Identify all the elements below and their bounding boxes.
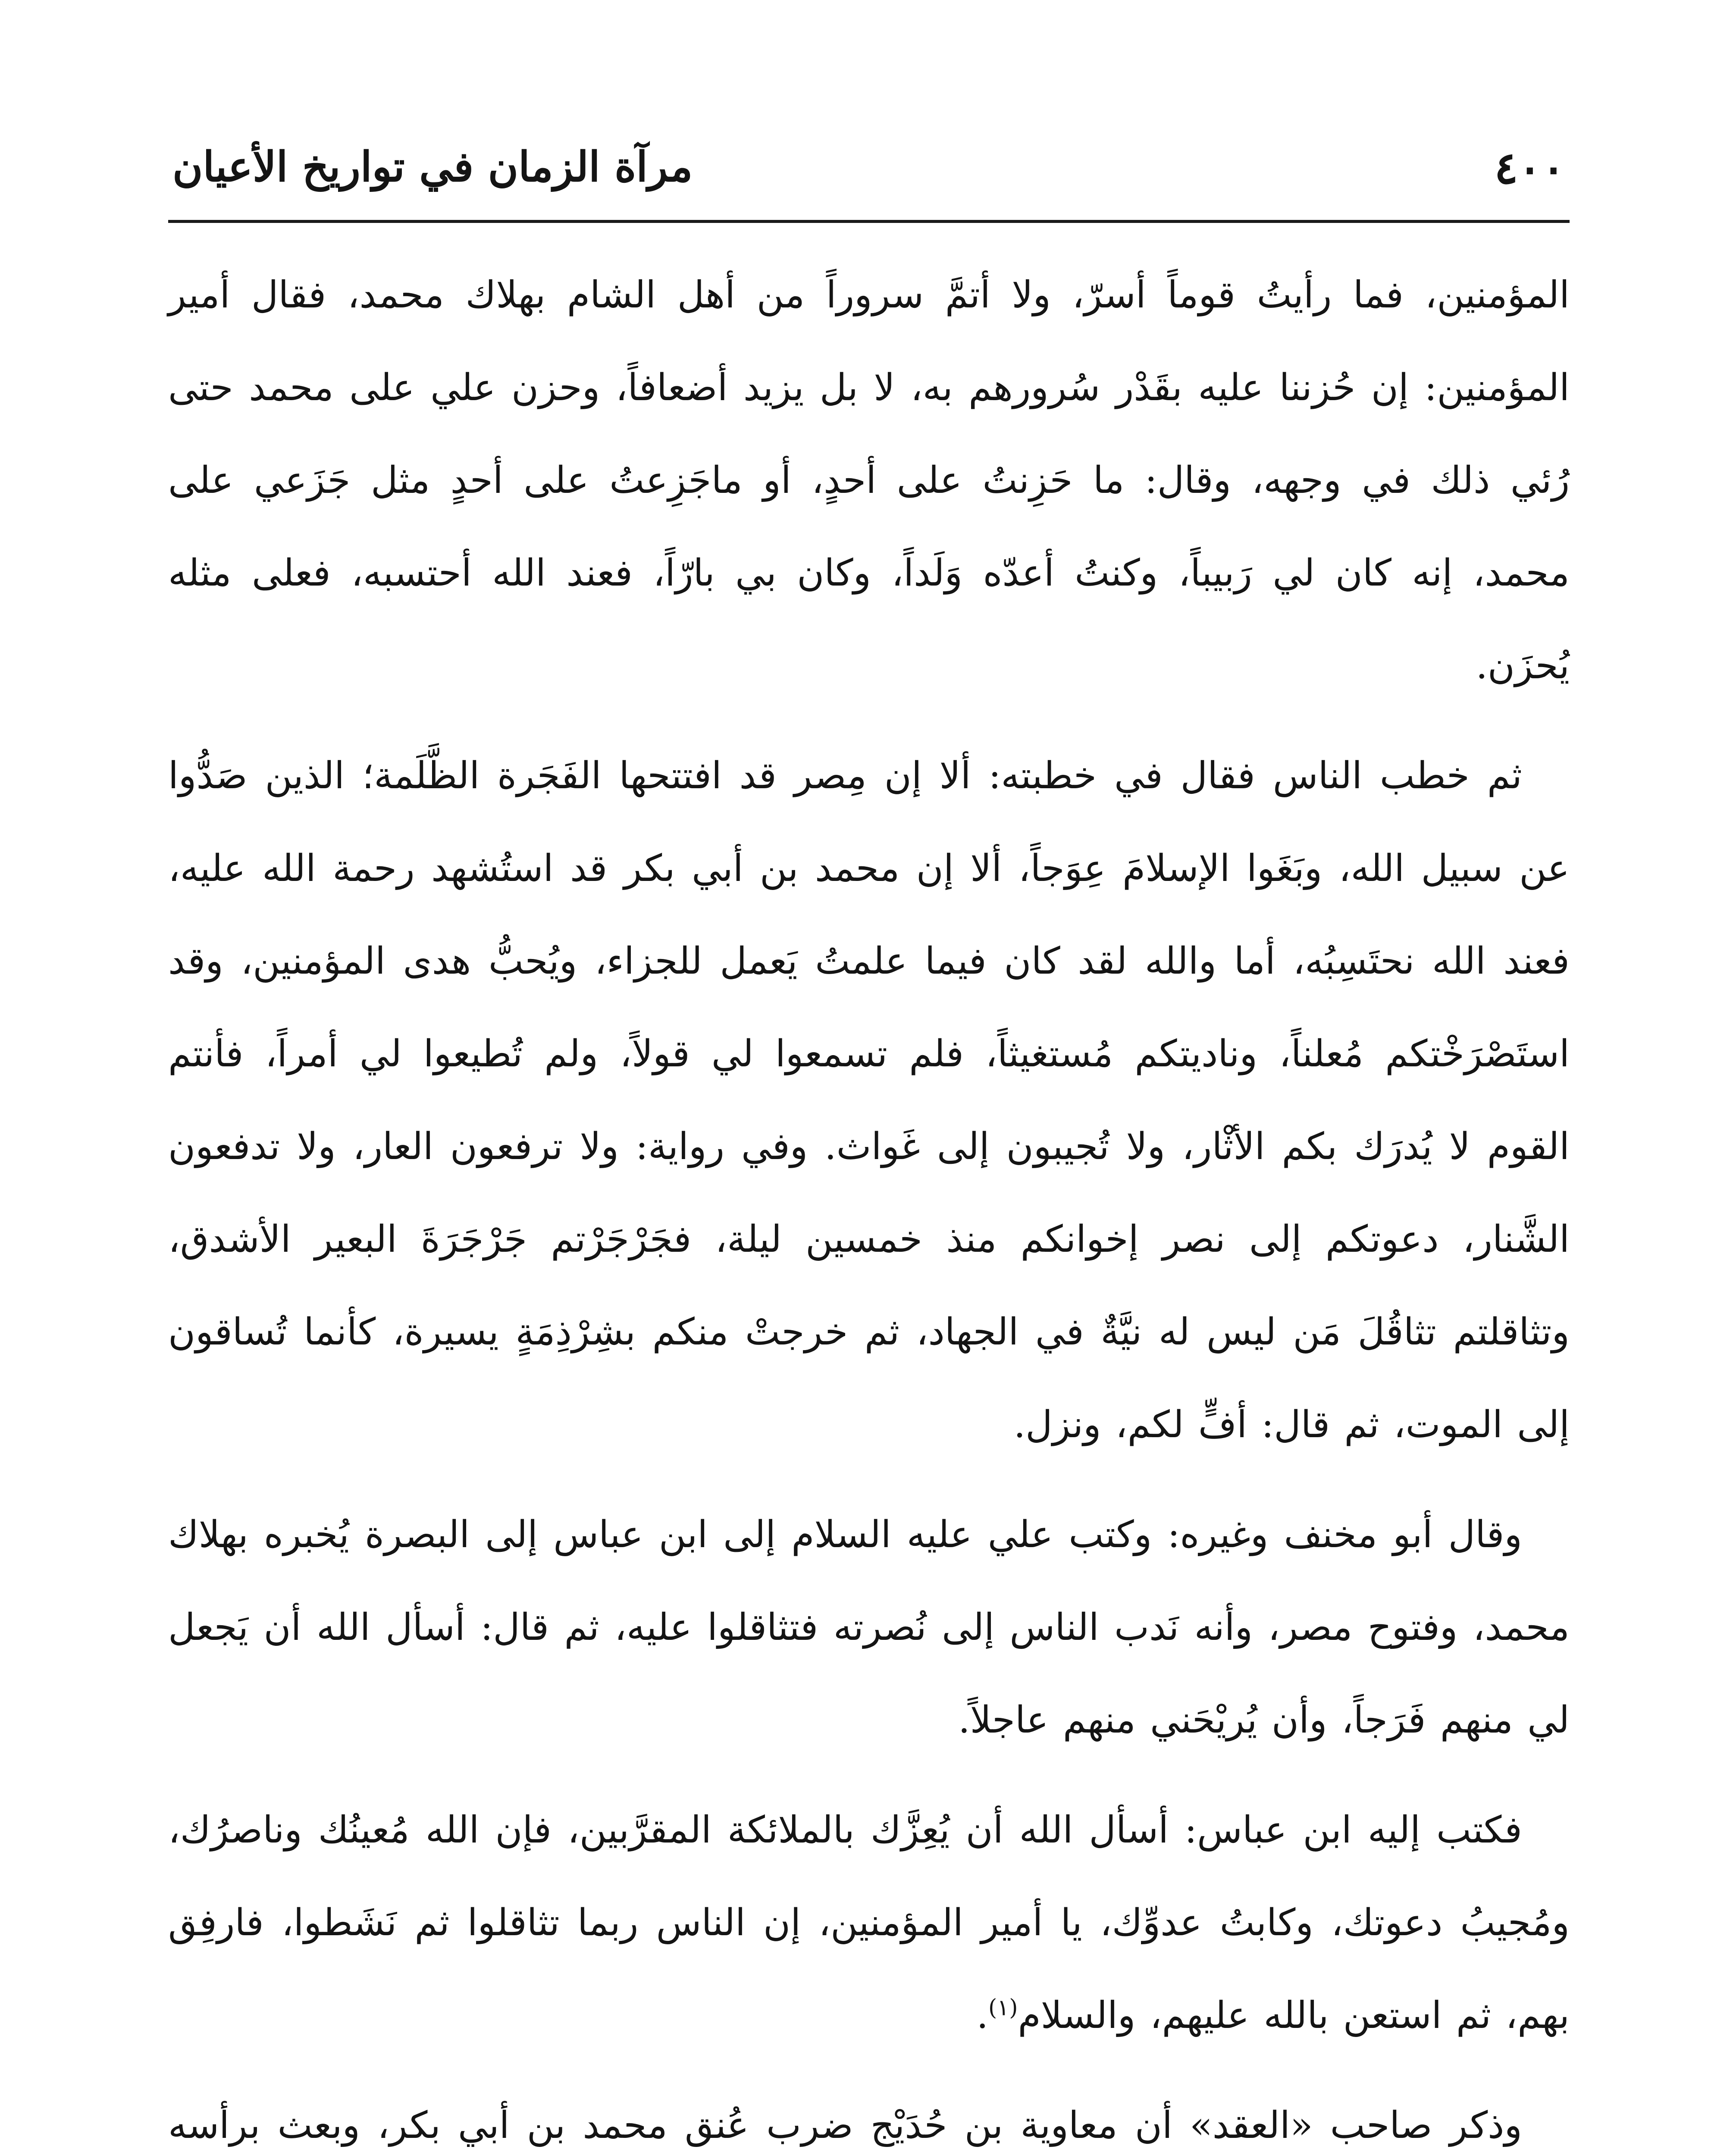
main-text: [168, 249, 1570, 2156]
page-header: [168, 129, 1570, 223]
paragraph: ثم خطب الناس فقال في خطبته: ألا إن مِصر قد افتتحها الفَجَرة الظَّلَمة؛ الذين صَدُّوا عن سبيل الله، وبَغَوا الإسلامَ عِوَجاً، ألا إن محمد بن أبي بكر قد استُشهد رحمة الله عليه، فعند الله نحتَسِبُه، أما والله لقد كان فيما علمتُ يَعمل للجزاء، ويُحبُّ هدى المؤمنين، وقد استَصْرَخْتكم مُعلناً، وناديتكم مُستغيثاً، فلم تسمعوا لي قولاً، ولم تُطيعوا لي أمراً، فأنتم القوم لا يُدرَك بكم الأثْار، ولا تُجيبون إلى غَواث. وفي رواية: ولا ترفعون العار، ولا تدفعون الشَّنار، دعوتكم إلى نصر إخوانكم منذ خمسين ليلة، فجَرْجَرْتم جَرْجَرَةَ البعير الأشدق، وتثاقلتم تثاقُلَ مَن ليس له نيَّةٌ في الجهاد، ثم خرجتْ منكم بشِرْذِمَةٍ يسيرة، كأنما تُساقون إلى الموت، ثم قال: أفٍّ لكم، ونزل.: [168, 754, 1570, 1446]
sentence-end: .: [976, 1994, 988, 2037]
page-number: ٤٠٠: [1494, 142, 1565, 194]
paragraph: المؤمنين، فما رأيتُ قوماً أسرّ، ولا أتمَّ سروراً من أهل الشام بهلاك محمد، فقال أمير المؤمنين: إن حُزننا عليه بقَدْر سُرورهم به، لا بل يزيد أضعافاً، وحزن علي على محمد حتى رُئي ذلك في وجهه، وقال: ما حَزِنتُ على أحدٍ، أو ماجَزِعتُ على أحدٍ مثل جَزَعي على محمد، إنه كان لي رَبيباً، وكنتُ أعدّه وَلَداً، وكان بي بارّاً، فعند الله أحتسبه، فعلى مثله يُحزَن.: [168, 273, 1570, 687]
paragraph: وذكر صاحب «العقد» أن معاوية بن حُدَيْج ضرب عُنق محمد بن أبي بكر، وبعث برأسه: [168, 2104, 1522, 2147]
footnote-reference[interactable]: (١): [988, 1995, 1018, 2021]
paragraph: وقال أبو مخنف وغيره: وكتب علي عليه السلام إلى ابن عباس إلى البصرة يُخبره بهلاك محمد، وفتوح مصر، وأنه نَدب الناس إلى نُصرته فتثاقلوا عليه، ثم قال: أسأل الله أن يَجعل لي منهم فَرَجاً، وأن يُريْحَني منهم عاجلاً.: [168, 1513, 1570, 1742]
book-page: [168, 129, 1570, 2156]
paragraph-with-footnote: [168, 1784, 1570, 2062]
book-title: مرآة الزمان في تواريخ الأعيان: [172, 142, 693, 191]
paragraph-text: فكتب إليه ابن عباس: أسأل الله أن يُعِزَّك بالملائكة المقرَّبين، فإن الله مُعينُك وناصرُك، ومُجيبُ دعوتك، وكابتُ عدوِّك، يا أمير المؤمنين، إن الناس ربما تثاقلوا ثم نَشَطوا، فارفِق بهم، ثم استعن بالله عليهم، والسلام: [168, 1808, 1570, 2037]
